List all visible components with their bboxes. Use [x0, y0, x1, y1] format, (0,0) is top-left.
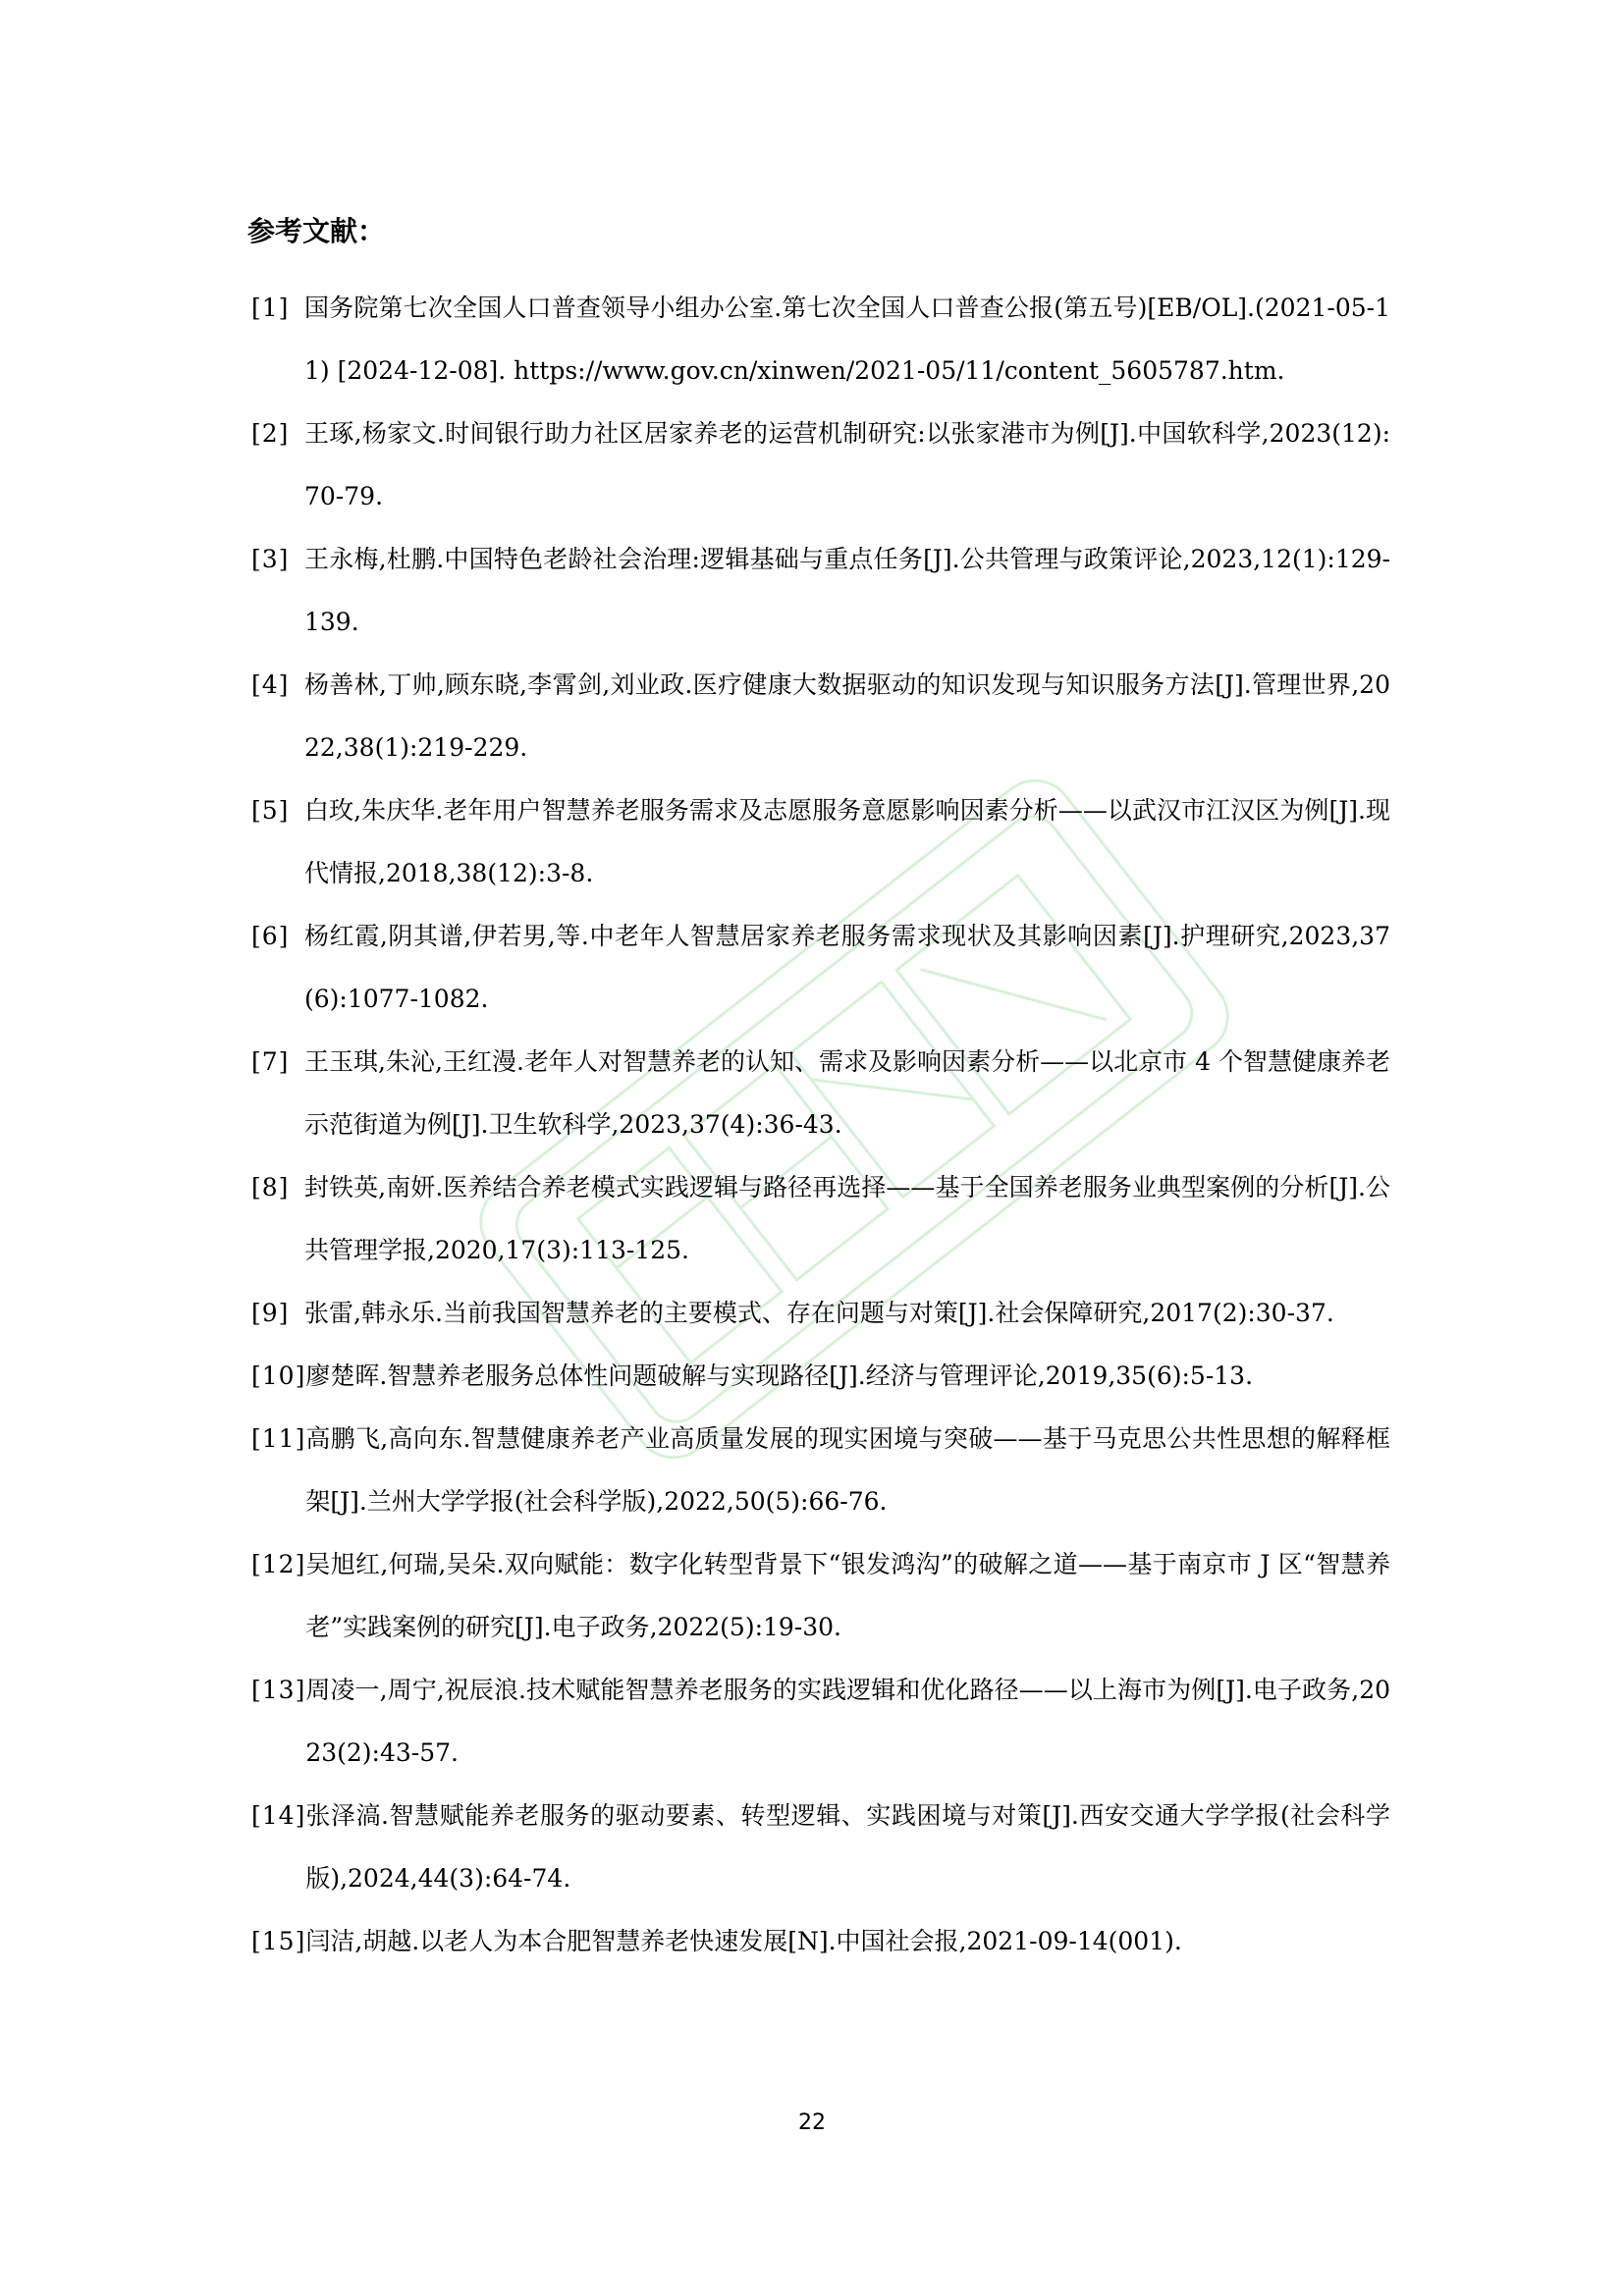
reference-text: 国务院第七次全国人口普查领导小组办公室.第七次全国人口普查公报(第五号)[EB/OL].(2021-05-11) [2024-12-08]. https://www.gov.cn/xinwen/2021-05/11/content_5605787.htm.: [304, 294, 1390, 385]
reference-number: [10]: [251, 1362, 306, 1390]
reference-text: 封铁英,南妍.医养结合养老模式实践逻辑与路径再选择——基于全国养老服务业典型案例的分析[J].公共管理学报,2020,17(3):113-125.: [304, 1173, 1390, 1264]
references-heading: 参考文献：: [247, 215, 386, 247]
reference-list: [251, 277, 1390, 1973]
reference-item: [251, 1156, 1390, 1282]
reference-item: [251, 1031, 1390, 1156]
reference-number: [14]: [251, 1801, 306, 1830]
reference-text: 白玫,朱庆华.老年用户智慧养老服务需求及志愿服务意愿影响因素分析——以武汉市江汉区为例[J].现代情报,2018,38(12):3-8.: [304, 796, 1390, 887]
reference-text: 王琢,杨家文.时间银行助力社区居家养老的运营机制研究:以张家港市为例[J].中国软科学,2023(12):70-79.: [304, 419, 1390, 510]
reference-number: [3]: [251, 545, 290, 573]
reference-number: [1]: [251, 294, 290, 322]
reference-item: [251, 1282, 1390, 1345]
reference-number: [6]: [251, 922, 290, 950]
page-number: 22: [798, 2110, 826, 2135]
reference-number: [13]: [251, 1676, 306, 1704]
reference-text: 吴旭红,何瑞,吴朵.双向赋能：数字化转型背景下“银发鸿沟”的破解之道——基于南京市 J 区“智慧养老”实践案例的研究[J].电子政务,2022(5):19-30.: [305, 1550, 1390, 1641]
reference-text: 周凌一,周宁,祝辰浪.技术赋能智慧养老服务的实践逻辑和优化路径——以上海市为例[J].电子政务,2023(2):43-57.: [305, 1676, 1390, 1767]
reference-text: 王永梅,杜鹏.中国特色老龄社会治理:逻辑基础与重点任务[J].公共管理与政策评论,2023,12(1):129-139.: [304, 545, 1390, 636]
reference-text: 杨红霞,阴其谱,伊若男,等.中老年人智慧居家养老服务需求现状及其影响因素[J].护理研究,2023,37(6):1077-1082.: [304, 922, 1390, 1013]
reference-item: [251, 1659, 1390, 1785]
reference-number: [12]: [251, 1550, 306, 1578]
reference-item: [251, 528, 1390, 654]
reference-item: [251, 779, 1390, 905]
reference-text: 杨善林,丁帅,顾东晓,李霄剑,刘业政.医疗健康大数据驱动的知识发现与知识服务方法[J].管理世界,2022,38(1):219-229.: [304, 670, 1390, 762]
reference-item: [251, 1345, 1390, 1408]
reference-text: 张泽滈.智慧赋能养老服务的驱动要素、转型逻辑、实践困境与对策[J].西安交通大学学报(社会科学版),2024,44(3):64-74.: [305, 1801, 1390, 1893]
reference-item: [251, 654, 1390, 779]
reference-item: [251, 277, 1390, 402]
reference-number: [2]: [251, 419, 290, 448]
reference-item: [251, 402, 1390, 528]
reference-item: [251, 905, 1390, 1031]
reference-text: 张雷,韩永乐.当前我国智慧养老的主要模式、存在问题与对策[J].社会保障研究,2017(2):30-37.: [304, 1299, 1334, 1327]
reference-number: [9]: [251, 1299, 290, 1327]
reference-item: [251, 1785, 1390, 1910]
reference-text: 闫洁,胡越.以老人为本合肥智慧养老快速发展[N].中国社会报,2021-09-14(001).: [305, 1927, 1182, 1955]
reference-number: [15]: [251, 1927, 306, 1955]
reference-text: 廖楚晖.智慧养老服务总体性问题破解与实现路径[J].经济与管理评论,2019,35(6):5-13.: [305, 1362, 1254, 1390]
reference-item: [251, 1910, 1390, 1973]
reference-number: [7]: [251, 1047, 290, 1076]
reference-item: [251, 1533, 1390, 1659]
reference-text: 高鹏飞,高向东.智慧健康养老产业高质量发展的现实困境与突破——基于马克思公共性思想的解释框架[J].兰州大学学报(社会科学版),2022,50(5):66-76.: [305, 1424, 1390, 1516]
reference-number: [8]: [251, 1173, 290, 1201]
reference-number: [4]: [251, 670, 290, 699]
reference-number: [11]: [251, 1424, 306, 1453]
reference-item: [251, 1408, 1390, 1533]
reference-text: 王玉琪,朱沁,王红漫.老年人对智慧养老的认知、需求及影响因素分析——以北京市 4 个智慧健康养老示范街道为例[J].卫生软科学,2023,37(4):36-43.: [304, 1047, 1390, 1139]
reference-number: [5]: [251, 796, 290, 825]
